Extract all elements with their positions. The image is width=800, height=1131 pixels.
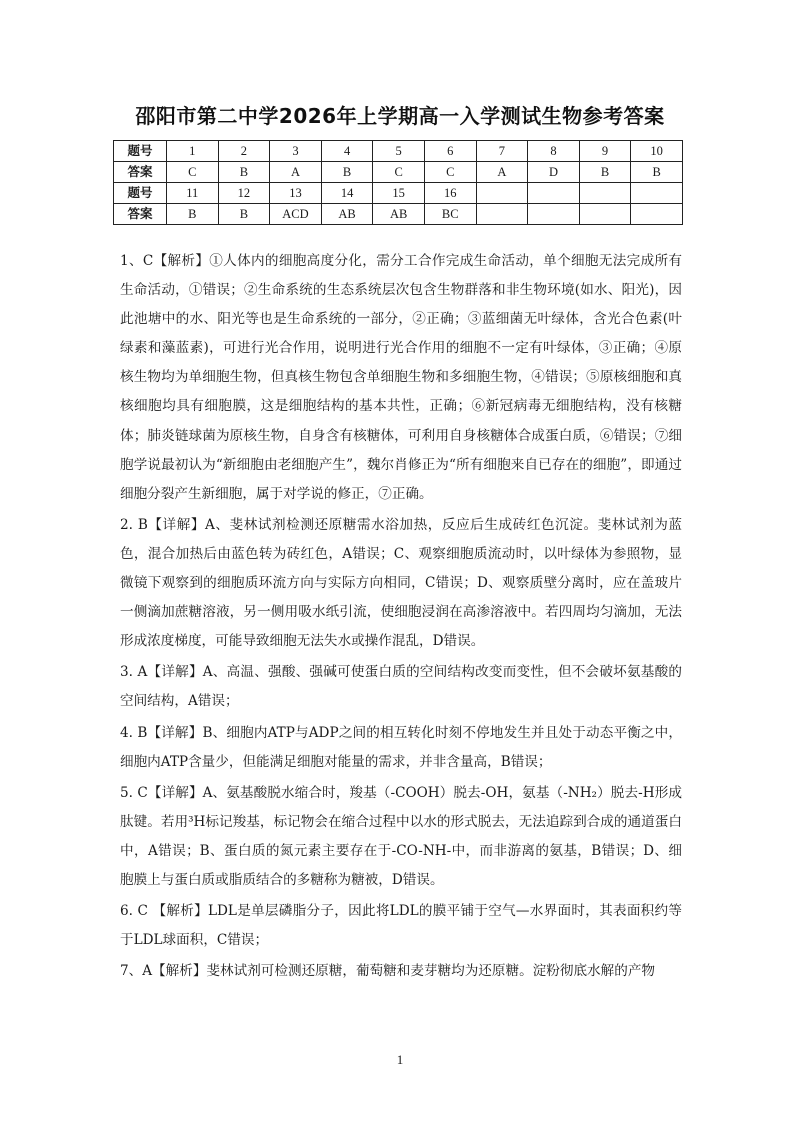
answer-cell: B [167,204,219,225]
answer-cell: A [476,162,528,183]
question-number-cell: 4 [321,141,373,162]
answer-cell [631,204,683,225]
answer-cell: A [270,162,322,183]
question-number-cell [579,183,631,204]
answer-cell [579,204,631,225]
explanation-paragraph: 7、A【解析】斐林试剂可检测还原糖，葡萄糖和麦芽糖均为还原糖。淀粉彻底水解的产物 [120,963,656,980]
question-number-cell [476,183,528,204]
answer-cell: AB [321,204,373,225]
answer-cell: B [579,162,631,183]
explanation-paragraph: 2. B【详解】A、斐林试剂检测还原糖需水浴加热，反应后生成砖红色沉淀。斐林试剂为蓝色，混合加热后由蓝色转为砖红色，A错误；C、观察细胞质流动时，以叶绿体为参照物，显微镜下观察到的细胞质环流方向与实际方向相同，C错误；D、观察质壁分离时，应在盖玻片一侧滴加蔗糖溶液，另一侧用吸水纸引流，使细胞浸润在高渗溶液中。若四周均匀滴加，无法形成浓度梯度，可能导致细胞无法失水或操作混乱，D错误。 [120,516,682,650]
question-number-cell: 13 [270,183,322,204]
question-number-cell: 10 [631,141,683,162]
question-number-cell: 15 [373,183,425,204]
answer-cell [476,204,528,225]
page-title: 邵阳市第二中学2026年上学期高一入学测试生物参考答案 [135,104,665,128]
answer-cell: ACD [270,204,322,225]
question-number-cell: 1 [167,141,219,162]
answer-cell: C [373,162,425,183]
row-header-number: 题号 [114,141,167,162]
page-number: 1 [396,1052,404,1067]
answer-cell [528,204,580,225]
question-number-cell: 8 [528,141,580,162]
question-number-cell: 5 [373,141,425,162]
question-number-cell [631,183,683,204]
answer-cell: B [218,204,270,225]
row-header-answer: 答案 [114,162,167,183]
question-number-cell: 7 [476,141,528,162]
question-number-cell: 6 [424,141,476,162]
explanation-paragraph: 1、C【解析】①人体内的细胞高度分化，需分工合作完成生命活动，单个细胞无法完成所有生命活动，①错误；②生命系统的生态系统层次包含生物群落和非生物环境(如水、阳光)，因此池塘中的水、阳光等也是生命系统的一部分，②正确；③蓝细菌无叶绿体，含光合色素(叶绿素和藻蓝素)，可进行光合作用，说明进行光合作用的细胞不一定有叶绿体，③正确；④原核生物均为单细胞生物，但真核生物包含单细胞生物和多细胞生物，④错误；⑤原核细胞和真核细胞均具有细胞膜，这是细胞结构的基本共性，正确；⑥新冠病毒无细胞结构，没有核糖体；肺炎链球菌为原核生物，自身含有核糖体，可利用自身核糖体合成蛋白质，⑥错误；⑦细胞学说最初认为“新细胞由老细胞产生”，魏尔肖修正为“所有细胞来自已存在的细胞”，即通过细胞分裂产生新细胞，属于对学说的修正，⑦正确。 [120,253,682,502]
answer-cell: D [528,162,580,183]
question-number-cell: 3 [270,141,322,162]
question-number-cell [528,183,580,204]
table-row-numbers [114,141,683,162]
explanations [120,247,682,988]
explanation-paragraph: 6. C 【解析】LDL是单层磷脂分子，因此将LDL的膜平铺于空气—水界面时，其表面积约等于LDL球面积，C错误； [120,903,682,949]
row-header-answer: 答案 [114,204,167,225]
table-row-answers [114,162,683,183]
answer-cell: C [167,162,219,183]
explanation-paragraph: 5. C【详解】A、氨基酸脱水缩合时，羧基（-COOH）脱去-OH，氨基（-NH₂）脱去-H形成肽键。若用³H标记羧基，标记物会在缩合过程中以水的形式脱去，无法追踪到合成的通道蛋白中，A错误；B、蛋白质的氮元素主要存在于-CO-NH-中，而非游离的氨基，B错误；D、细胞膜上与蛋白质或脂质结合的多糖称为糖被，D错误。 [120,784,682,888]
answer-table [113,140,683,225]
explanation-paragraph: 4. B【详解】B、细胞内ATP与ADP之间的相互转化时刻不停地发生并且处于动态平衡之中，细胞内ATP含量少，但能满足细胞对能量的需求，并非含量高，B错误； [120,724,682,770]
question-number-cell: 2 [218,141,270,162]
table-row-answers [114,204,683,225]
question-number-cell: 12 [218,183,270,204]
row-header-number: 题号 [114,183,167,204]
question-number-cell: 9 [579,141,631,162]
answer-cell: B [321,162,373,183]
question-number-cell: 16 [424,183,476,204]
question-number-cell: 11 [167,183,219,204]
answer-cell: BC [424,204,476,225]
answer-cell: B [631,162,683,183]
answer-cell: B [218,162,270,183]
answer-cell: C [424,162,476,183]
answer-cell: AB [373,204,425,225]
explanation-paragraph: 3. A【详解】A、高温、强酸、强碱可使蛋白质的空间结构改变而变性，但不会破坏氨基酸的空间结构，A错误； [120,664,682,710]
question-number-cell: 14 [321,183,373,204]
table-row-numbers [114,183,683,204]
